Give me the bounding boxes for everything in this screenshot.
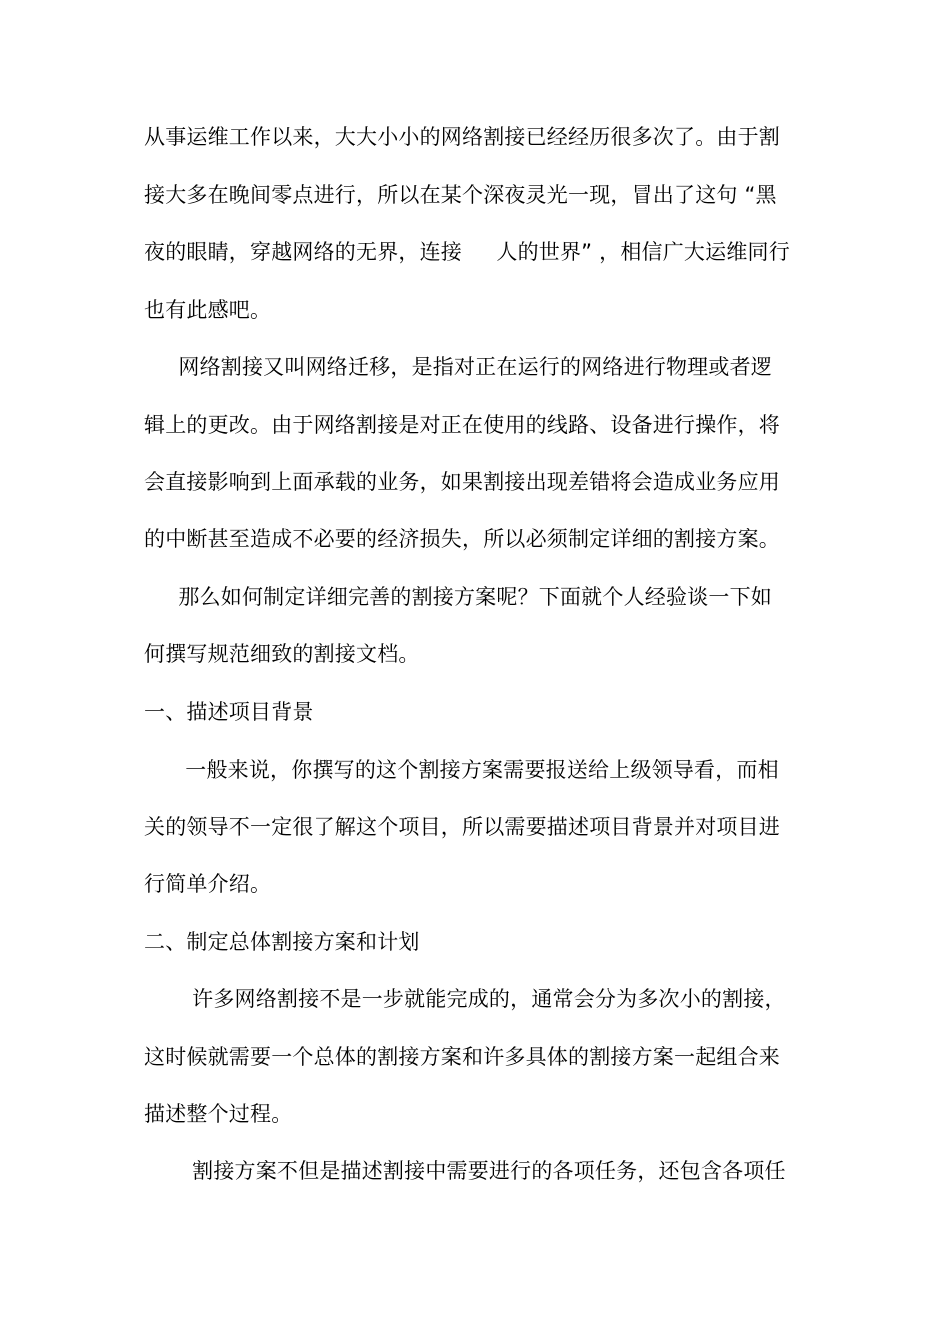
section-heading-2: 二、制定总体割接方案和计划 [144,930,420,954]
paragraph-3-line-2: 何撰写规范细致的割接文档。 [144,642,420,666]
paragraph-5-line-3: 描述整个过程。 [144,1102,293,1126]
paragraph-2-line-3: 会直接影响到上面承载的业务，如果割接出现差错将会造成业务应用 [144,470,780,494]
paragraph-6-line-1: 割接方案不但是描述割接中需要进行的各项任务，还包含各项任 [144,1159,786,1183]
paragraph-1-line-4: 也有此感吧。 [144,298,272,322]
section-heading-1: 一、描述项目背景 [144,700,314,724]
paragraph-4-line-2: 关的领导不一定很了解这个项目，所以需要描述项目背景并对项目进 [144,815,780,839]
paragraph-1-line-3: 夜的眼睛，穿越网络的无界，连接 人的世界” ，相信广大运维同行 [144,240,790,264]
paragraph-4-line-1: 一般来说，你撰写的这个割接方案需要报送给上级领导看，而相 [144,758,779,782]
paragraph-1-line-1: 从事运维工作以来，大大小小的网络割接已经经历很多次了。由于割 [144,125,780,149]
paragraph-2-line-1: 网络割接又叫网络迁移，是指对正在运行的网络进行物理或者逻 [144,355,772,379]
paragraph-5-line-1: 许多网络割接不是一步就能完成的，通常会分为多次小的割接， [144,987,786,1011]
paragraph-5-line-2: 这时候就需要一个总体的割接方案和许多具体的割接方案一起组合来 [144,1045,780,1069]
paragraph-3-line-1: 那么如何制定详细完善的割接方案呢？下面就个人经验谈一下如 [144,585,772,609]
paragraph-2-line-4: 的中断甚至造成不必要的经济损失，所以必须制定详细的割接方案。 [144,527,780,551]
paragraph-2-line-2: 辑上的更改。由于网络割接是对正在使用的线路、设备进行操作，将 [144,413,780,437]
paragraph-1-line-2: 接大多在晚间零点进行，所以在某个深夜灵光一现，冒出了这句 “黑 [144,183,777,207]
paragraph-4-line-3: 行简单介绍。 [144,872,272,896]
